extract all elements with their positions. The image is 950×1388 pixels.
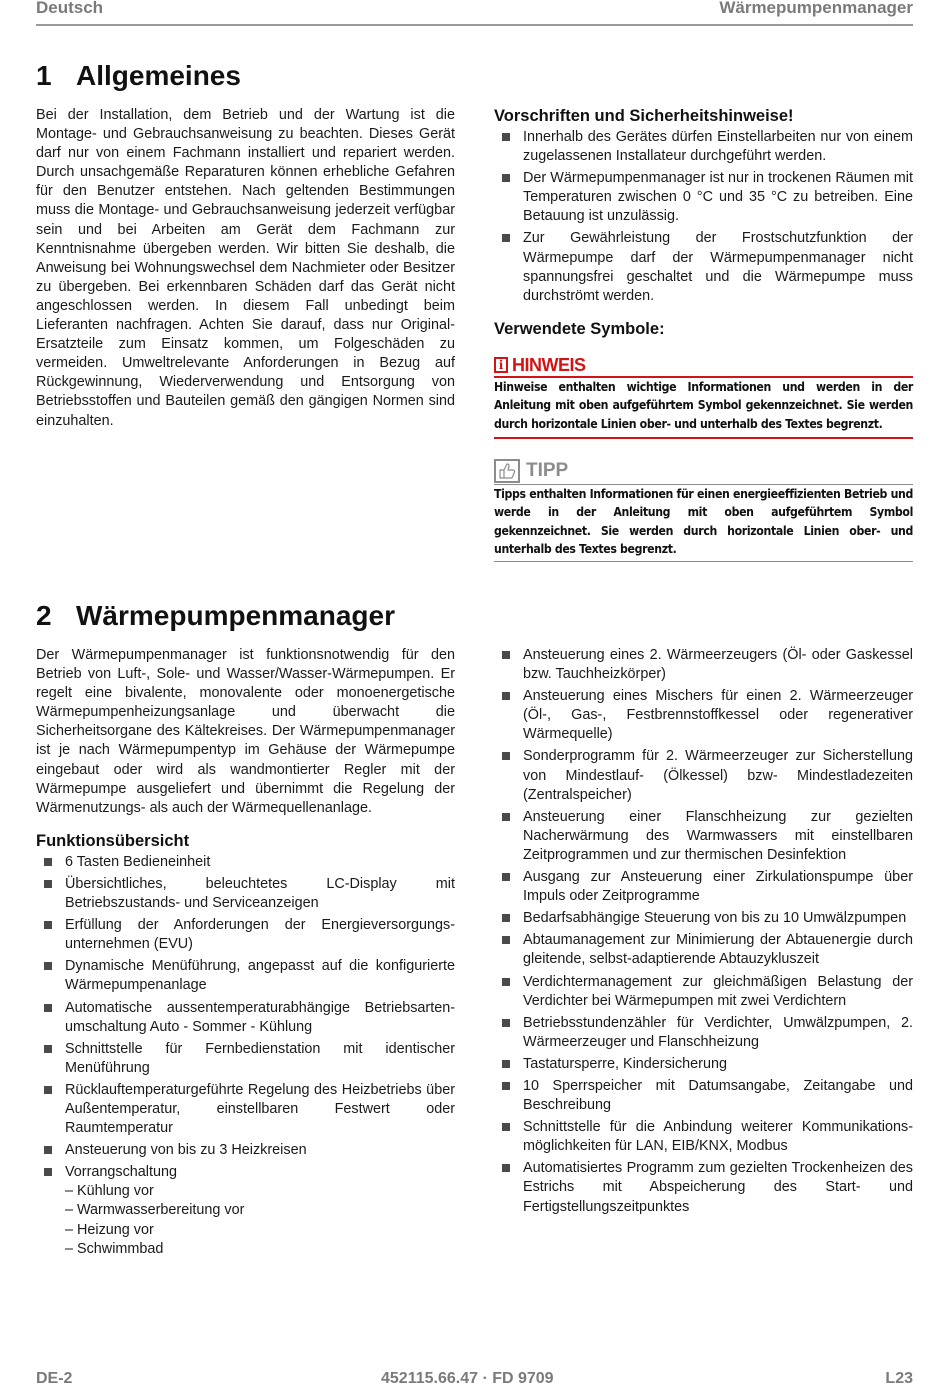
list-item: Verdichtermanagement zur gleichmäßigen Belastung der Verdichter bei Wärmepumpen mit zwei Verdichtern xyxy=(494,973,913,1011)
section1-heading xyxy=(36,60,241,92)
bullet-icon xyxy=(44,1146,52,1154)
bullet-icon xyxy=(502,174,510,182)
list-item: Erfüllung der Anforderungen der Energieversorgungs-unternehmen (EVU) xyxy=(36,916,455,954)
priority-sub-item: – Heizung vor xyxy=(65,1221,154,1238)
list-item: Ansteuerung von bis zu 3 Heizkreisen xyxy=(36,1141,455,1160)
bullet-icon xyxy=(44,1004,52,1012)
list-item-priority xyxy=(36,1163,455,1258)
list-item: Automatische aussentemperaturabhängige Betriebsarten-umschaltung Auto - Sommer - Kühlung xyxy=(36,999,455,1037)
footer-code: L23 xyxy=(885,1370,913,1387)
bullet-icon xyxy=(44,880,52,888)
bullet-icon xyxy=(44,921,52,929)
bullet-icon xyxy=(502,873,510,881)
priority-sub-item: – Kühlung vor xyxy=(65,1183,154,1200)
list-item: Ansteuerung einer Flanschheizung zur gezielten Nacherwärmung des Warmwassers mit einstellbaren Zeitprogrammen und zur thermischen Desinfektion xyxy=(494,808,913,865)
tipp-box xyxy=(494,459,913,562)
thumbs-up-icon-svg xyxy=(497,462,517,480)
bullet-icon xyxy=(502,1164,510,1172)
thumbs-up-icon xyxy=(494,459,520,483)
page-header xyxy=(36,0,913,26)
bullet-icon xyxy=(44,1168,52,1176)
list-item: Tastatursperre, Kindersicherung xyxy=(494,1055,913,1074)
list-item: 6 Tasten Bedieneinheit xyxy=(36,853,455,872)
list-item: Zur Gewährleistung der Frostschutzfunktion der Wärmepumpe darf der Wärmepumpenmanager nicht spannungsfrei geschaltet und die Wärmepumpe muss durchströmt werden. xyxy=(494,229,913,305)
bullet-icon xyxy=(44,1086,52,1094)
bullet-icon xyxy=(502,1019,510,1027)
list-item: Schnittstelle für die Anbindung weiterer Kommunikations-möglichkeiten für LAN, EIB/KNX, Modbus xyxy=(494,1118,913,1156)
bullet-icon xyxy=(502,752,510,760)
bullet-icon xyxy=(502,914,510,922)
bullet-icon xyxy=(44,1045,52,1053)
list-item: Übersichtliches, beleuchtetes LC-Display mit Betriebszustands- und Serviceanzeigen xyxy=(36,875,455,913)
bullet-icon xyxy=(502,936,510,944)
list-item: Sonderprogramm für 2. Wärmeerzeuger zur Sicherstellung von Mindestlauf- (Ölkessel) bzw- Mindestladezeiten (Zentralspeicher) xyxy=(494,747,913,804)
section2-left-column xyxy=(36,646,455,1262)
section1-intro: Bei der Installation, dem Betrieb und der Wartung ist die Montage- und Gebrauchsanweisung zu beachten. Dieses Gerät darf nur von einem Fachmann installiert und repariert werden. Durch unsachgemäße Reparaturen können erhebliche Gefahren für den Benutzer entstehen. Nach geltenden Bestimmungen muss die Montage- und Gebrauchsanweisung jederzeit verfügbar sein und bei Arbeiten am Gerät dem Fachmann zur Kenntnisnahme übergeben werden. Wir bitten Sie deshalb, die Anweisung bei Wohnungswechsel dem Nachmieter oder Besitzer zu übergeben. Bei erkennbaren Schäden darf das Gerät nicht angeschlossen werden. In diesem Fall unbedingt beim Lieferanten nachfragen. Achten Sie darauf, dass nur Original-Ersatzteile zum Einsatz kommen, um Folgeschäden zu vermeiden. Umweltrelevante Anforderungen in Bezug auf Rückgewinnung, Wiederverwendung und Entsorgung von Betriebsstoffen und Bauteilen gemäß den gängigen Normen sind einzuhalten. xyxy=(36,107,455,429)
tipp-label: TIPP xyxy=(526,459,569,481)
priority-sub-item: – Schwimmbad xyxy=(65,1240,164,1257)
list-item: Bedarfsabhängige Steuerung von bis zu 10 Umwälzpumpen xyxy=(494,909,913,928)
bullet-icon xyxy=(502,692,510,700)
header-product: Wärmepumpenmanager xyxy=(719,0,913,17)
list-item: Rücklauftemperaturgeführte Regelung des Heizbetriebs über Außentemperatur, einstellbaren Festwert oder Raumtemperatur xyxy=(36,1081,455,1138)
bullet-icon xyxy=(502,813,510,821)
list-item: Ansteuerung eines Mischers für einen 2. Wärmeerzeuger (Öl-, Gas-, Festbrennstoffkessel oder regenerativer Wärmequelle) xyxy=(494,687,913,744)
list-item: Ausgang zur Ansteuerung einer Zirkulationspumpe über Impuls oder Zeitprogramme xyxy=(494,868,913,906)
priority-label: Vorrangschaltung xyxy=(65,1164,178,1181)
bullet-icon xyxy=(502,133,510,141)
header-language: Deutsch xyxy=(36,0,104,17)
safety-list xyxy=(494,128,913,306)
list-item: Schnittstelle für Fernbedienstation mit identischer Menüführung xyxy=(36,1040,455,1078)
section1-right-column xyxy=(494,107,913,562)
section1-number: 1 xyxy=(36,60,52,91)
section1-title: Allgemeines xyxy=(76,60,241,91)
priority-sub-item: – Warmwasserbereitung vor xyxy=(65,1202,245,1219)
bullet-icon xyxy=(44,962,52,970)
hinweis-text: Hinweise enthalten wichtige Informationen und werden in der Anleitung mit oben aufgeführtem Symbol gekennzeichnet. Sie werden durch horizontale Linien ober- und unterhalb des Textes begrenzt. xyxy=(494,379,913,432)
bullet-icon xyxy=(502,1060,510,1068)
section2-number: 2 xyxy=(36,600,52,631)
hinweis-box xyxy=(494,355,913,439)
bullet-icon xyxy=(502,1082,510,1090)
hinweis-title xyxy=(494,355,913,376)
overview-list-left xyxy=(36,853,455,1259)
tipp-title xyxy=(494,459,913,483)
footer-page: DE-2 xyxy=(36,1370,73,1387)
safety-heading: Vorschriften und Sicherheitshinweise! xyxy=(494,107,794,125)
list-item: Automatisiertes Programm zum gezielten Trockenheizen des Estrichs mit Abspeicherung des Start- und Fertigstellungszeitpunktes xyxy=(494,1159,913,1216)
section2-heading xyxy=(36,600,395,632)
overview-list-right xyxy=(494,646,913,1217)
list-item: Innerhalb des Gerätes dürfen Einstellarbeiten nur von einem zugelassenen Installateur durchgeführt werden. xyxy=(494,128,913,166)
list-item: Abtaumanagement zur Minimierung der Abtauenergie durch gleitende, selbst-adaptierende Abtauzykluszeit xyxy=(494,931,913,969)
section2-intro: Der Wärmepumpenmanager ist funktionsnotwendig für den Betrieb von Luft-, Sole- und Wasser/Wasser-Wärmepumpen. Er regelt eine bivalente, monovalente oder monoenergetische Wärmepumpenheizungsanlage und überwacht die Sicherheitsorgane des Kältekreises. Der Wärmepumpenmanager ist je nach Wärmepumpentyp im Gehäuse der Wärmepumpe eingebaut oder wird als wandmontierter Regler mit der Wärmepumpe ausgeliefert und übernimmt die Regelung der Wärmenutzungs- als auch der Wärmequellenanlage. xyxy=(36,647,455,816)
list-item: Der Wärmepumpenmanager ist nur in trockenen Räumen mit Temperaturen zwischen 0 °C und 35 °C zu betreiben. Eine Betauung ist unzulässig. xyxy=(494,169,913,226)
info-icon: i xyxy=(494,357,508,373)
footer-doc-number: 452115.66.47 · FD 9709 xyxy=(381,1370,554,1387)
section2-title: Wärmepumpenmanager xyxy=(76,600,395,631)
bullet-icon xyxy=(502,1123,510,1131)
bullet-icon xyxy=(502,978,510,986)
section2-right-column xyxy=(494,646,913,1220)
overview-heading: Funktionsübersicht xyxy=(36,831,190,850)
list-item: Ansteuerung eines 2. Wärmeerzeugers (Öl- oder Gaskessel bzw. Tauchheizkörper) xyxy=(494,646,913,684)
bullet-icon xyxy=(502,234,510,242)
list-item: Dynamische Menüführung, angepasst auf die konfigurierte Wärmepumpenanlage xyxy=(36,957,455,995)
section1-left-column xyxy=(36,106,455,431)
bullet-icon xyxy=(502,651,510,659)
list-item: Betriebsstundenzähler für Verdichter, Umwälzpumpen, 2. Wärmeerzeuger und Flanschheizung xyxy=(494,1014,913,1052)
list-item: 10 Sperrspeicher mit Datumsangabe, Zeitangabe und Beschreibung xyxy=(494,1077,913,1115)
tipp-text: Tipps enthalten Informationen für einen energieeffizienten Betrieb und werde in der Anleitung mit oben aufgeführtem Symbol gekennzeichnet. Sie werden durch horizontale Linien ober- und unterhalb des Textes begrenzt. xyxy=(494,486,913,557)
bullet-icon xyxy=(44,858,52,866)
symbols-heading: Verwendete Symbole: xyxy=(494,319,665,338)
hinweis-label: HINWEIS xyxy=(512,354,586,375)
